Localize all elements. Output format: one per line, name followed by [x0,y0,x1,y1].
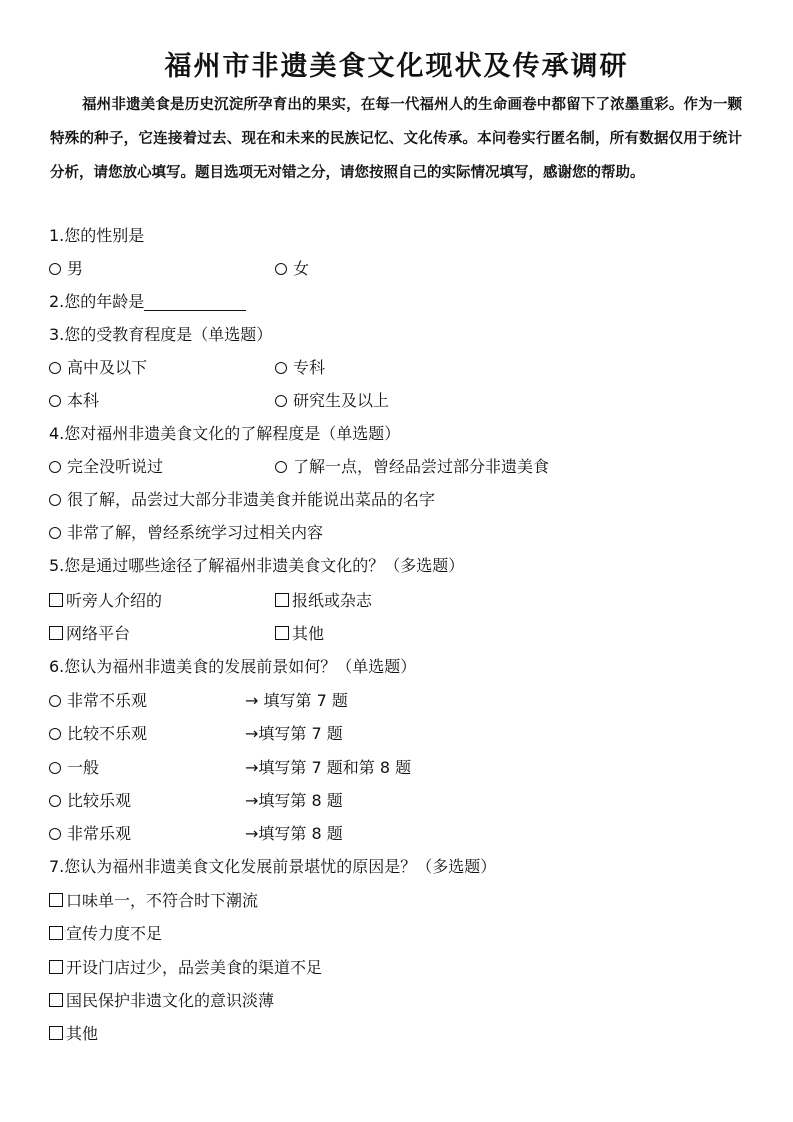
radio-icon[interactable] [49,762,61,774]
radio-icon[interactable] [49,494,61,506]
option-female[interactable]: 女 [275,254,309,284]
option-somewhat-optimistic[interactable]: 比较乐观 →填写第 8 题 [49,786,749,816]
option-high-school[interactable]: 高中及以下 [49,358,147,377]
checkbox-icon[interactable] [275,626,289,640]
question-1-options [49,254,749,284]
question-3-options-row-2 [49,386,749,416]
option-know-very-well[interactable]: 非常了解，曾经系统学习过相关内容 [49,518,323,548]
radio-icon[interactable] [49,795,61,807]
radio-icon[interactable] [275,395,287,407]
route-instruction: → 填写第 7 题 [245,691,348,710]
question-7: 7.您认为福州非遗美食文化发展前景堪忧的原因是？（多选题） [49,857,497,876]
option-bachelor[interactable]: 本科 [49,391,99,410]
option-word-of-mouth[interactable]: 听旁人介绍的 [49,591,162,610]
question-6: 6.您认为福州非遗美食的发展前景如何？（单选题） [49,657,417,676]
radio-icon[interactable] [49,461,61,473]
option-other-reason[interactable]: 其他 [49,1019,98,1049]
option-few-stores[interactable]: 开设门店过少，品尝美食的渠道不足 [49,953,322,983]
option-postgraduate[interactable]: 研究生及以上 [275,386,389,416]
option-weak-awareness[interactable]: 国民保护非遗文化的意识淡薄 [49,986,274,1016]
question-3-options-row-1 [49,353,749,383]
option-very-pessimistic[interactable]: 非常不乐观 → 填写第 7 题 [49,686,749,716]
radio-icon[interactable] [275,461,287,473]
route-instruction: →填写第 8 题 [245,824,343,843]
question-5-options-row-2 [49,619,749,649]
checkbox-icon[interactable] [275,593,289,607]
question-5: 5.您是通过哪些途径了解福州非遗美食文化的？（多选题） [49,556,465,575]
age-blank-field[interactable] [144,292,246,311]
option-newspaper[interactable]: 报纸或杂志 [275,586,372,616]
question-2: 2.您的年龄是 [49,287,246,317]
question-3: 3.您的受教育程度是（单选题） [49,325,273,344]
radio-icon[interactable] [49,362,61,374]
radio-icon[interactable] [275,362,287,374]
question-4-options-row-1 [49,452,749,482]
radio-icon[interactable] [49,395,61,407]
option-somewhat-pessimistic[interactable]: 比较不乐观 →填写第 7 题 [49,719,749,749]
radio-icon[interactable] [49,728,61,740]
checkbox-icon[interactable] [49,960,63,974]
radio-icon[interactable] [49,828,61,840]
question-1: 1.您的性别是 [49,226,145,245]
option-other[interactable]: 其他 [275,619,324,649]
option-very-optimistic[interactable]: 非常乐观 →填写第 8 题 [49,819,749,849]
option-insufficient-publicity[interactable]: 宣传力度不足 [49,919,162,949]
option-single-taste[interactable]: 口味单一，不符合时下潮流 [49,886,258,916]
option-online-platform[interactable]: 网络平台 [49,624,130,643]
option-junior-college[interactable]: 专科 [275,353,325,383]
checkbox-icon[interactable] [49,593,63,607]
option-know-a-little[interactable]: 了解一点，曾经品尝过部分非遗美食 [275,452,549,482]
option-neutral[interactable]: 一般 →填写第 7 题和第 8 题 [49,753,749,783]
checkbox-icon[interactable] [49,626,63,640]
radio-icon[interactable] [275,263,287,275]
survey-intro: 福州非遗美食是历史沉淀所孕育出的果实，在每一代福州人的生命画卷中都留下了浓墨重彩。作为一颗特殊的种子，它连接着过去、现在和未来的民族记忆、文化传承。本问卷实行匿名制，所有数据仅用于统计分析，请您放心填写。题目选项无对错之分，请您按照自己的实际情况填写，感谢您的帮助。 [50,96,742,181]
route-instruction: →填写第 8 题 [245,791,343,810]
question-4: 4.您对福州非遗美食文化的了解程度是（单选题） [49,424,401,443]
radio-icon[interactable] [49,263,61,275]
survey-title: 福州市非遗美食文化现状及传承调研 [164,51,629,82]
route-instruction: →填写第 7 题 [245,724,343,743]
option-male[interactable]: 男 [49,259,83,278]
checkbox-icon[interactable] [49,926,63,940]
route-instruction: →填写第 7 题和第 8 题 [245,758,412,777]
checkbox-icon[interactable] [49,1026,63,1040]
checkbox-icon[interactable] [49,993,63,1007]
option-never-heard[interactable]: 完全没听说过 [49,457,163,476]
option-know-well[interactable]: 很了解，品尝过大部分非遗美食并能说出菜品的名字 [49,485,435,515]
question-5-options-row-1 [49,586,749,616]
checkbox-icon[interactable] [49,893,63,907]
radio-icon[interactable] [49,695,61,707]
radio-icon[interactable] [49,527,61,539]
